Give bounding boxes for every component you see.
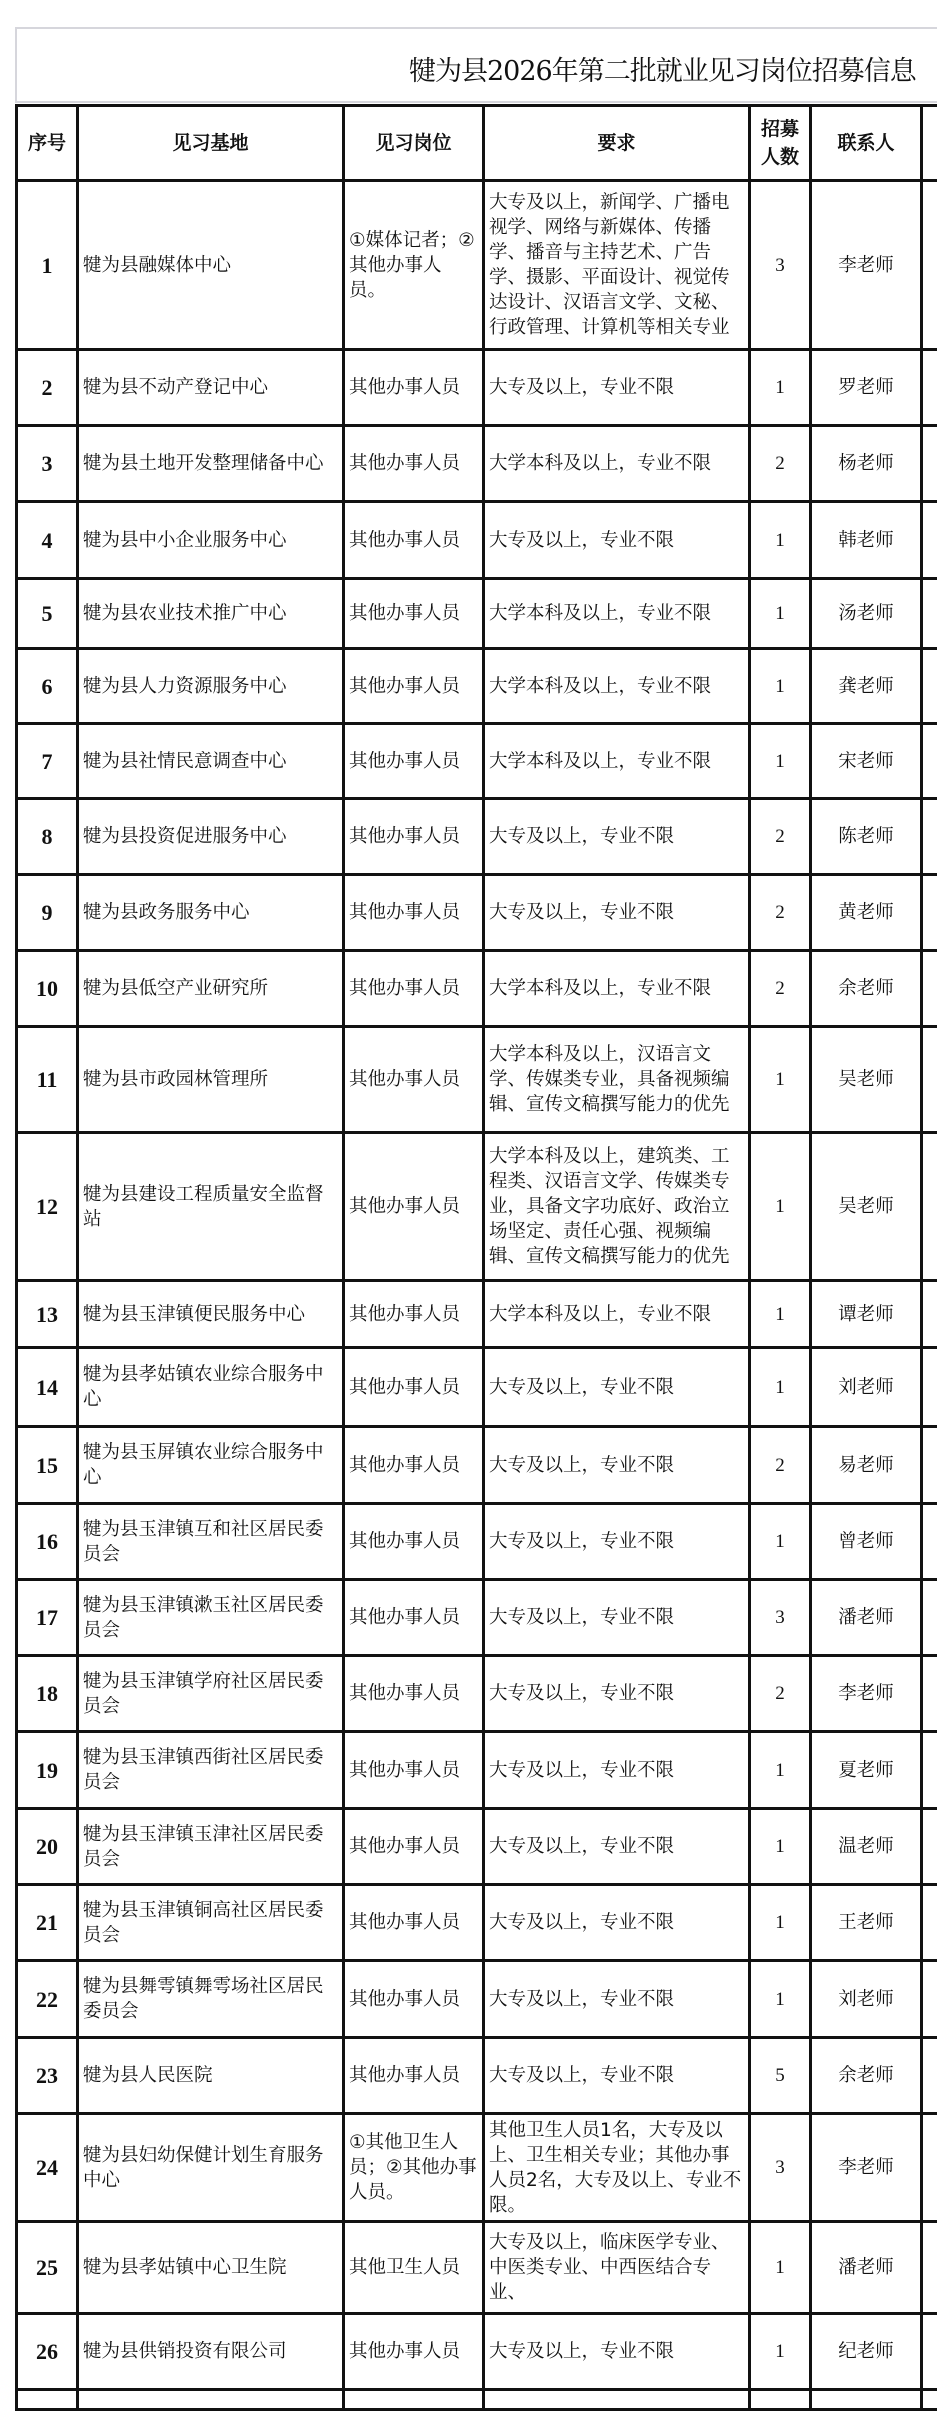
requirement: 大学本科及以上，专业不限 bbox=[484, 951, 750, 1027]
header-no: 序号 bbox=[17, 106, 78, 181]
base-name: 犍为县玉屏镇农业综合服务中心 bbox=[78, 1427, 344, 1504]
header-base: 见习基地 bbox=[78, 106, 344, 181]
post-name: 其他办事人员 bbox=[344, 1809, 484, 1885]
row-number: 4 bbox=[17, 502, 78, 579]
requirement: 大专及以上，专业不限 bbox=[484, 1961, 750, 2038]
base-name: 犍为县玉津镇铜高社区居民委员会 bbox=[78, 1885, 344, 1961]
table-row bbox=[17, 2038, 937, 2114]
base-name: 犍为县玉津镇便民服务中心 bbox=[78, 1281, 344, 1348]
cut-off-cell bbox=[922, 2114, 937, 2222]
post-name: 其他办事人员 bbox=[344, 2038, 484, 2114]
post-name: 其他办事人员 bbox=[344, 426, 484, 502]
row-number: 9 bbox=[17, 875, 78, 951]
row-number: 17 bbox=[17, 1580, 78, 1656]
base-name: 犍为县土地开发整理储备中心 bbox=[78, 426, 344, 502]
row-number: 1 bbox=[17, 181, 78, 350]
row-number: 6 bbox=[17, 649, 78, 724]
cut-off-cell bbox=[922, 799, 937, 875]
cut-off-cell bbox=[922, 875, 937, 951]
header-requirement: 要求 bbox=[484, 106, 750, 181]
recruit-count: 1 bbox=[750, 1732, 811, 1809]
empty-cell bbox=[750, 2390, 811, 2410]
requirement: 大专及以上，专业不限 bbox=[484, 1427, 750, 1504]
recruit-count: 1 bbox=[750, 1348, 811, 1427]
post-name: 其他办事人员 bbox=[344, 1348, 484, 1427]
table-row bbox=[17, 1885, 937, 1961]
header-contact: 联系人 bbox=[811, 106, 922, 181]
requirement: 大专及以上，专业不限 bbox=[484, 799, 750, 875]
contact-person: 纪老师 bbox=[811, 2314, 922, 2390]
table-row bbox=[17, 799, 937, 875]
contact-person: 刘老师 bbox=[811, 1348, 922, 1427]
cut-off-cell bbox=[922, 2314, 937, 2390]
cut-off-cell bbox=[922, 1885, 937, 1961]
requirement: 大学本科及以上，专业不限 bbox=[484, 649, 750, 724]
requirement: 大学本科及以上，建筑类、工程类、汉语言文学、传媒类专业，具备文字功底好、政治立场坚定、责任心强、视频编辑、宣传文稿撰写能力的优先 bbox=[484, 1133, 750, 1281]
table-row bbox=[17, 1427, 937, 1504]
empty-cell bbox=[811, 2390, 922, 2410]
cut-off-cell bbox=[922, 1348, 937, 1427]
post-name: 其他办事人员 bbox=[344, 502, 484, 579]
contact-person: 罗老师 bbox=[811, 350, 922, 426]
cut-off-cell bbox=[922, 1656, 937, 1732]
requirement: 大专及以上，专业不限 bbox=[484, 1885, 750, 1961]
post-name: 其他办事人员 bbox=[344, 1504, 484, 1580]
base-name: 犍为县人力资源服务中心 bbox=[78, 649, 344, 724]
recruit-count: 3 bbox=[750, 1580, 811, 1656]
requirement: 其他卫生人员1名，大专及以上、卫生相关专业；其他办事人员2名，大专及以上、专业不限。 bbox=[484, 2114, 750, 2222]
contact-person: 汤老师 bbox=[811, 579, 922, 649]
row-number: 12 bbox=[17, 1133, 78, 1281]
cut-off-cell bbox=[922, 1580, 937, 1656]
row-number: 5 bbox=[17, 579, 78, 649]
recruit-count: 2 bbox=[750, 951, 811, 1027]
base-name: 犍为县人民医院 bbox=[78, 2038, 344, 2114]
cut-off-cell bbox=[922, 1427, 937, 1504]
cut-off-cell bbox=[922, 1504, 937, 1580]
post-name: 其他办事人员 bbox=[344, 1133, 484, 1281]
table-row bbox=[17, 951, 937, 1027]
table-row bbox=[17, 649, 937, 724]
contact-person: 曾老师 bbox=[811, 1504, 922, 1580]
row-number: 2 bbox=[17, 350, 78, 426]
row-number: 25 bbox=[17, 2222, 78, 2314]
recruit-count: 1 bbox=[750, 1027, 811, 1133]
table-row bbox=[17, 1027, 937, 1133]
recruit-count: 1 bbox=[750, 1809, 811, 1885]
contact-person: 黄老师 bbox=[811, 875, 922, 951]
base-name: 犍为县玉津镇西街社区居民委员会 bbox=[78, 1732, 344, 1809]
row-number: 13 bbox=[17, 1281, 78, 1348]
cut-off-cell bbox=[922, 1133, 937, 1281]
post-name: 其他办事人员 bbox=[344, 1427, 484, 1504]
cut-off-cell bbox=[922, 1027, 937, 1133]
base-name: 犍为县孝姑镇农业综合服务中心 bbox=[78, 1348, 344, 1427]
empty-cell bbox=[922, 2390, 937, 2410]
base-name: 犍为县玉津镇互和社区居民委员会 bbox=[78, 1504, 344, 1580]
row-number: 21 bbox=[17, 1885, 78, 1961]
header-count-line1: 招募 bbox=[761, 118, 799, 140]
empty-cell bbox=[344, 2390, 484, 2410]
contact-person: 杨老师 bbox=[811, 426, 922, 502]
base-name: 犍为县妇幼保健计划生育服务中心 bbox=[78, 2114, 344, 2222]
post-name: 其他办事人员 bbox=[344, 1885, 484, 1961]
cut-off-cell bbox=[922, 1809, 937, 1885]
requirement: 大专及以上，专业不限 bbox=[484, 1656, 750, 1732]
requirement: 大专及以上，临床医学专业、中医类专业、中西医结合专业、 bbox=[484, 2222, 750, 2314]
header-count-line2: 人数 bbox=[761, 146, 799, 168]
row-number: 19 bbox=[17, 1732, 78, 1809]
row-number: 23 bbox=[17, 2038, 78, 2114]
recruit-count: 1 bbox=[750, 1281, 811, 1348]
cut-off-cell bbox=[922, 951, 937, 1027]
recruitment-table bbox=[15, 104, 937, 2411]
recruit-count: 1 bbox=[750, 649, 811, 724]
contact-person: 吴老师 bbox=[811, 1133, 922, 1281]
table-row bbox=[17, 426, 937, 502]
recruit-count: 2 bbox=[750, 875, 811, 951]
cut-off-cell bbox=[922, 502, 937, 579]
cut-off-cell bbox=[922, 181, 937, 350]
contact-person: 谭老师 bbox=[811, 1281, 922, 1348]
post-name: 其他卫生人员 bbox=[344, 2222, 484, 2314]
recruit-count: 1 bbox=[750, 579, 811, 649]
header-cut-off bbox=[922, 106, 937, 181]
recruit-count: 2 bbox=[750, 799, 811, 875]
table-row bbox=[17, 1504, 937, 1580]
cut-off-cell bbox=[922, 426, 937, 502]
requirement: 大学本科及以上，专业不限 bbox=[484, 724, 750, 799]
row-number: 20 bbox=[17, 1809, 78, 1885]
cut-off-cell bbox=[922, 649, 937, 724]
base-name: 犍为县不动产登记中心 bbox=[78, 350, 344, 426]
row-number: 18 bbox=[17, 1656, 78, 1732]
requirement: 大学本科及以上，专业不限 bbox=[484, 1281, 750, 1348]
base-name: 犍为县中小企业服务中心 bbox=[78, 502, 344, 579]
contact-person: 韩老师 bbox=[811, 502, 922, 579]
table-row bbox=[17, 724, 937, 799]
table-row bbox=[17, 1732, 937, 1809]
contact-person: 陈老师 bbox=[811, 799, 922, 875]
contact-person: 刘老师 bbox=[811, 1961, 922, 2038]
table-row bbox=[17, 502, 937, 579]
cut-off-cell bbox=[922, 1961, 937, 2038]
post-name: 其他办事人员 bbox=[344, 579, 484, 649]
contact-person: 李老师 bbox=[811, 1656, 922, 1732]
base-name: 犍为县投资促进服务中心 bbox=[78, 799, 344, 875]
post-name: 其他办事人员 bbox=[344, 350, 484, 426]
cut-off-cell bbox=[922, 2038, 937, 2114]
table-row bbox=[17, 1580, 937, 1656]
requirement: 大专及以上，专业不限 bbox=[484, 1504, 750, 1580]
row-number: 15 bbox=[17, 1427, 78, 1504]
base-name: 犍为县建设工程质量安全监督站 bbox=[78, 1133, 344, 1281]
row-number: 24 bbox=[17, 2114, 78, 2222]
recruit-count: 1 bbox=[750, 1961, 811, 2038]
contact-person: 吴老师 bbox=[811, 1027, 922, 1133]
table-row bbox=[17, 1961, 937, 2038]
contact-person: 李老师 bbox=[811, 2114, 922, 2222]
base-name: 犍为县供销投资有限公司 bbox=[78, 2314, 344, 2390]
post-name: 其他办事人员 bbox=[344, 951, 484, 1027]
post-name: ①媒体记者；②其他办事人员。 bbox=[344, 181, 484, 350]
post-name: 其他办事人员 bbox=[344, 1961, 484, 2038]
table-row bbox=[17, 579, 937, 649]
table-row bbox=[17, 875, 937, 951]
title-box bbox=[15, 27, 937, 103]
cut-off-cell bbox=[922, 1281, 937, 1348]
post-name: 其他办事人员 bbox=[344, 2314, 484, 2390]
table-row bbox=[17, 2114, 937, 2222]
header-row bbox=[17, 106, 937, 181]
row-number: 26 bbox=[17, 2314, 78, 2390]
cut-off-cell bbox=[922, 2222, 937, 2314]
empty-cell bbox=[78, 2390, 344, 2410]
post-name: 其他办事人员 bbox=[344, 724, 484, 799]
base-name: 犍为县融媒体中心 bbox=[78, 181, 344, 350]
contact-person: 王老师 bbox=[811, 1885, 922, 1961]
recruit-count: 1 bbox=[750, 1885, 811, 1961]
requirement: 大专及以上，专业不限 bbox=[484, 502, 750, 579]
requirement: 大学本科及以上，汉语言文学、传媒类专业，具备视频编辑、宣传文稿撰写能力的优先 bbox=[484, 1027, 750, 1133]
contact-person: 余老师 bbox=[811, 2038, 922, 2114]
header-post: 见习岗位 bbox=[344, 106, 484, 181]
post-name: 其他办事人员 bbox=[344, 1580, 484, 1656]
post-name: 其他办事人员 bbox=[344, 799, 484, 875]
contact-person: 易老师 bbox=[811, 1427, 922, 1504]
header-count bbox=[750, 106, 811, 181]
row-number: 14 bbox=[17, 1348, 78, 1427]
contact-person: 潘老师 bbox=[811, 2222, 922, 2314]
base-name: 犍为县市政园林管理所 bbox=[78, 1027, 344, 1133]
table-body bbox=[17, 181, 937, 2410]
contact-person: 宋老师 bbox=[811, 724, 922, 799]
base-name: 犍为县玉津镇学府社区居民委员会 bbox=[78, 1656, 344, 1732]
requirement: 大专及以上，专业不限 bbox=[484, 2314, 750, 2390]
post-name: 其他办事人员 bbox=[344, 1656, 484, 1732]
recruit-count: 2 bbox=[750, 1656, 811, 1732]
table-row bbox=[17, 350, 937, 426]
recruit-count: 2 bbox=[750, 1427, 811, 1504]
requirement: 大学本科及以上，专业不限 bbox=[484, 426, 750, 502]
table-row bbox=[17, 1656, 937, 1732]
cut-off-cell bbox=[922, 1732, 937, 1809]
table-row bbox=[17, 181, 937, 350]
contact-person: 潘老师 bbox=[811, 1580, 922, 1656]
cut-off-cell bbox=[922, 724, 937, 799]
row-number: 22 bbox=[17, 1961, 78, 2038]
table-row bbox=[17, 1348, 937, 1427]
recruit-count: 1 bbox=[750, 724, 811, 799]
row-number: 16 bbox=[17, 1504, 78, 1580]
requirement: 大专及以上，专业不限 bbox=[484, 875, 750, 951]
requirement: 大专及以上，专业不限 bbox=[484, 1732, 750, 1809]
base-name: 犍为县低空产业研究所 bbox=[78, 951, 344, 1027]
recruit-count: 1 bbox=[750, 2222, 811, 2314]
recruit-count: 3 bbox=[750, 181, 811, 350]
post-name: ①其他卫生人员；②其他办事人员。 bbox=[344, 2114, 484, 2222]
requirement: 大专及以上，新闻学、广播电视学、网络与新媒体、传播学、播音与主持艺术、广告学、摄影、平面设计、视觉传达设计、汉语言文学、文秘、行政管理、计算机等相关专业 bbox=[484, 181, 750, 350]
post-name: 其他办事人员 bbox=[344, 1732, 484, 1809]
base-name: 犍为县社情民意调查中心 bbox=[78, 724, 344, 799]
table-row bbox=[17, 1809, 937, 1885]
row-number: 10 bbox=[17, 951, 78, 1027]
recruit-count: 1 bbox=[750, 502, 811, 579]
requirement: 大专及以上，专业不限 bbox=[484, 2038, 750, 2114]
page-title: 犍为县2026年第二批就业见习岗位招募信息 bbox=[409, 49, 916, 88]
requirement: 大专及以上，专业不限 bbox=[484, 1348, 750, 1427]
contact-person: 夏老师 bbox=[811, 1732, 922, 1809]
recruit-count: 2 bbox=[750, 426, 811, 502]
row-number: 8 bbox=[17, 799, 78, 875]
post-name: 其他办事人员 bbox=[344, 1027, 484, 1133]
row-number: 3 bbox=[17, 426, 78, 502]
requirement: 大专及以上，专业不限 bbox=[484, 1809, 750, 1885]
table-row-partial bbox=[17, 2390, 937, 2410]
contact-person: 龚老师 bbox=[811, 649, 922, 724]
base-name: 犍为县政务服务中心 bbox=[78, 875, 344, 951]
post-name: 其他办事人员 bbox=[344, 1281, 484, 1348]
cut-off-cell bbox=[922, 579, 937, 649]
post-name: 其他办事人员 bbox=[344, 649, 484, 724]
base-name: 犍为县孝姑镇中心卫生院 bbox=[78, 2222, 344, 2314]
recruit-count: 1 bbox=[750, 1133, 811, 1281]
table-row bbox=[17, 2314, 937, 2390]
recruit-count: 1 bbox=[750, 350, 811, 426]
table-row bbox=[17, 1133, 937, 1281]
recruit-count: 1 bbox=[750, 2314, 811, 2390]
recruit-count: 5 bbox=[750, 2038, 811, 2114]
empty-cell bbox=[17, 2390, 78, 2410]
contact-person: 余老师 bbox=[811, 951, 922, 1027]
base-name: 犍为县农业技术推广中心 bbox=[78, 579, 344, 649]
row-number: 7 bbox=[17, 724, 78, 799]
row-number: 11 bbox=[17, 1027, 78, 1133]
base-name: 犍为县玉津镇漱玉社区居民委员会 bbox=[78, 1580, 344, 1656]
requirement: 大专及以上，专业不限 bbox=[484, 350, 750, 426]
contact-person: 温老师 bbox=[811, 1809, 922, 1885]
recruit-count: 1 bbox=[750, 1504, 811, 1580]
base-name: 犍为县玉津镇玉津社区居民委员会 bbox=[78, 1809, 344, 1885]
requirement: 大学本科及以上，专业不限 bbox=[484, 579, 750, 649]
contact-person: 李老师 bbox=[811, 181, 922, 350]
table-row bbox=[17, 2222, 937, 2314]
post-name: 其他办事人员 bbox=[344, 875, 484, 951]
requirement: 大专及以上，专业不限 bbox=[484, 1580, 750, 1656]
cut-off-cell bbox=[922, 350, 937, 426]
table-row bbox=[17, 1281, 937, 1348]
empty-cell bbox=[484, 2390, 750, 2410]
recruit-count: 3 bbox=[750, 2114, 811, 2222]
base-name: 犍为县舞雩镇舞雩场社区居民委员会 bbox=[78, 1961, 344, 2038]
